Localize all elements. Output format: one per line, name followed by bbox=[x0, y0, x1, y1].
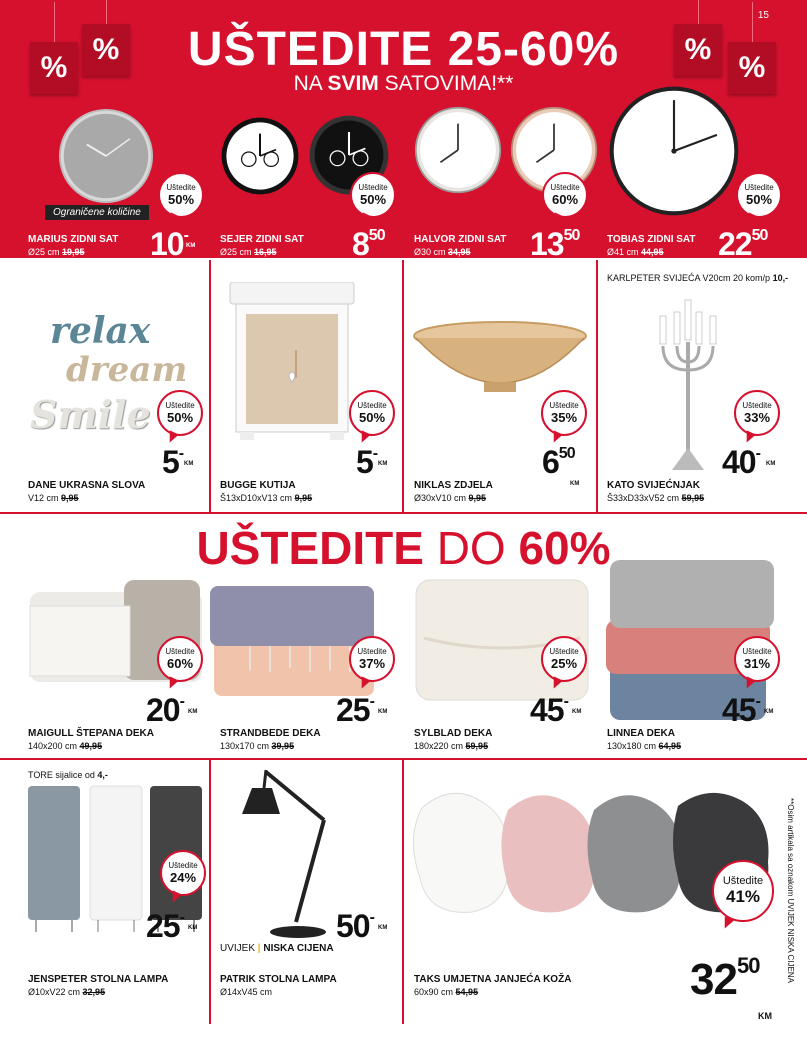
product-dimensions: Ø30xV10 cm 9,95 bbox=[414, 493, 487, 503]
divider bbox=[209, 260, 211, 512]
discount-badge: Uštedite 35% bbox=[541, 390, 587, 436]
divider bbox=[596, 260, 598, 512]
uvijek-niska-cijena-logo: UVIJEK | NISKA CIJENA bbox=[220, 943, 334, 954]
product-name: SYLBLAD DEKA bbox=[414, 728, 493, 739]
discount-badge: Uštedite 33% bbox=[734, 390, 780, 436]
product-price: $13^{50}$ KM bbox=[530, 226, 580, 269]
product-price: 5- KM bbox=[356, 444, 388, 480]
product-dimensions: Ø25 cm 16,95 bbox=[220, 247, 277, 257]
product-dimensions: Š33xD33xV52 cm 59,95 bbox=[607, 493, 705, 503]
product-price: 5- KM bbox=[162, 444, 194, 480]
percent-tag-4: % bbox=[728, 42, 776, 94]
decor-word-relax: relax bbox=[50, 310, 151, 352]
discount-badge: Uštedite 50% bbox=[157, 390, 203, 436]
discount-badge: Uštedite 60% bbox=[542, 172, 588, 218]
product-name: SEJER ZIDNI SAT bbox=[220, 234, 304, 245]
product-dimensions: Ø30 cm 34,95 bbox=[414, 247, 471, 257]
banner-headline: UŠTEDITE 25-60% bbox=[187, 23, 620, 76]
product-dimensions: 130x170 cm 39,95 bbox=[220, 741, 295, 751]
tobias-clock-image bbox=[607, 84, 741, 218]
product-dimensions: V12 cm 9,95 bbox=[28, 493, 79, 503]
halvor-clock-image bbox=[414, 106, 502, 194]
product-name: BUGGE KUTIJA bbox=[220, 480, 296, 491]
product-dimensions: 180x220 cm 59,95 bbox=[414, 741, 489, 751]
product-price: 25- KM bbox=[336, 692, 388, 728]
product-price: $6^{50}$ KM bbox=[542, 444, 580, 487]
discount-badge: Uštedite 50% bbox=[158, 172, 204, 218]
product-price: 20- KM bbox=[146, 692, 198, 728]
product-dimensions: 60x90 cm 54,95 bbox=[414, 987, 479, 997]
discount-badge: Uštedite 41% bbox=[712, 860, 774, 922]
divider bbox=[402, 760, 404, 1024]
divider bbox=[209, 760, 211, 1024]
product-dimensions: 130x180 cm 64,95 bbox=[607, 741, 682, 751]
section-headline: UŠTEDITE DO 60% bbox=[196, 522, 611, 574]
discount-badge: Uštedite 25% bbox=[541, 636, 587, 682]
limited-quantity-label: Ograničene količine bbox=[45, 205, 149, 220]
banner-subline: NA SVIM SATOVIMA!** bbox=[293, 72, 514, 95]
discount-badge: Uštedite 50% bbox=[349, 390, 395, 436]
divider bbox=[402, 260, 404, 512]
product-name: TOBIAS ZIDNI SAT bbox=[607, 234, 696, 245]
decor-word-dream: dream bbox=[66, 350, 188, 390]
product-price: 45- KM bbox=[530, 692, 582, 728]
sejer-white-clock-image bbox=[220, 116, 300, 196]
patrik-lamp-image bbox=[236, 766, 348, 942]
discount-badge: Uštedite 37% bbox=[349, 636, 395, 682]
discount-badge: Uštedite 50% bbox=[736, 172, 782, 218]
product-dimensions: Ø25 cm 19,95 bbox=[28, 247, 85, 257]
product-dimensions: Ø14xV45 cm bbox=[220, 987, 273, 997]
product-name: NIKLAS ZDJELA bbox=[414, 480, 493, 491]
discount-badge: Uštedite 60% bbox=[157, 636, 203, 682]
product-name: STRANDBEDE DEKA bbox=[220, 728, 321, 739]
product-price: 45- KM bbox=[722, 692, 774, 728]
product-dimensions: Ø10xV22 cm 32,95 bbox=[28, 987, 106, 997]
product-price: 25- KM bbox=[146, 908, 198, 944]
product-name: MAIGULL ŠTEPANA DEKA bbox=[28, 728, 154, 739]
percent-tag-1: % bbox=[30, 42, 78, 94]
marius-clock-image bbox=[58, 108, 154, 204]
product-name: LINNEA DEKA bbox=[607, 728, 675, 739]
product-name: KATO SVIJEĆNJAK bbox=[607, 480, 700, 491]
product-price: $8^{50}$ KM bbox=[352, 226, 388, 269]
footnote: **Osim artikala sa oznakom UVIJEK NISKA CIJENA bbox=[786, 798, 795, 983]
bulb-note: TORE sijalice od 4,- bbox=[28, 770, 108, 780]
product-dimensions: Š13xD10xV13 cm 9,95 bbox=[220, 493, 313, 503]
product-name: JENSPETER STOLNA LAMPA bbox=[28, 974, 169, 985]
product-price: $32^{50}$ KM bbox=[690, 953, 772, 1021]
niklas-bowl-image bbox=[412, 318, 588, 398]
discount-badge: Uštedite 24% bbox=[160, 850, 206, 896]
product-dimensions: Ø41 cm 44,95 bbox=[607, 247, 664, 257]
product-price: 50- KM bbox=[336, 908, 388, 944]
percent-tag-2: % bbox=[82, 24, 130, 76]
discount-badge: Uštedite 31% bbox=[734, 636, 780, 682]
product-price: 40- KM bbox=[722, 444, 776, 480]
kato-candelabra-image bbox=[650, 298, 726, 474]
candle-note: KARLPETER SVIJEĆA V20cm 20 kom/p 10,- bbox=[607, 273, 789, 283]
page-number: 15 bbox=[757, 10, 769, 21]
product-price: 10- KM bbox=[150, 226, 196, 262]
product-name: TAKS UMJETNA JANJEĆA KOŽA bbox=[414, 974, 572, 985]
percent-tag-3: % bbox=[674, 24, 722, 76]
product-name: HALVOR ZIDNI SAT bbox=[414, 234, 507, 245]
bugge-box-image bbox=[226, 282, 358, 442]
product-name: PATRIK STOLNA LAMPA bbox=[220, 974, 337, 985]
divider bbox=[0, 512, 807, 514]
product-name: MARIUS ZIDNI SAT bbox=[28, 234, 119, 245]
product-dimensions: 140x200 cm 49,95 bbox=[28, 741, 103, 751]
product-name: DANE UKRASNA SLOVA bbox=[28, 480, 146, 491]
decor-word-smile: Smile bbox=[30, 392, 151, 437]
discount-badge: Uštedite 50% bbox=[350, 172, 396, 218]
product-price: $22^{50}$ KM bbox=[718, 226, 768, 269]
